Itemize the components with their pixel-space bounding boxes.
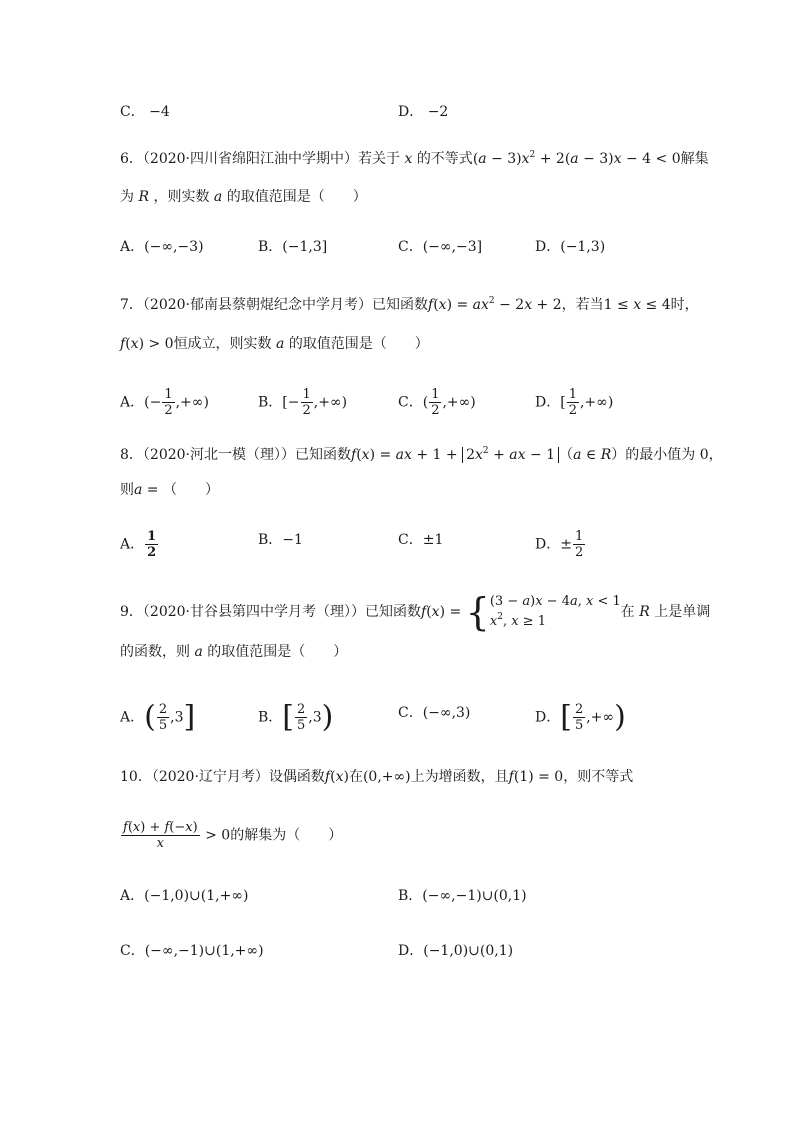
q9-option-b[interactable]: B．[ $\frac{2}{5}$ ,3) <box>258 699 334 735</box>
q8-stem-line2: 则a = （ ） <box>120 482 219 498</box>
q5-option-c[interactable] <box>120 101 170 123</box>
q7-option-b[interactable]: B．[− $\frac{1}{2}$ ,+∞) <box>258 387 348 418</box>
q8-option-c[interactable]: C．±1 <box>398 532 444 548</box>
q5-option-d[interactable] <box>398 101 448 123</box>
option-value: −4 <box>149 104 170 120</box>
q7-number: 7． <box>120 297 143 313</box>
q6-inequality: $(a - 3)x^2 + 2(a - 3)x - 4 < 0$ <box>472 150 681 167</box>
q7-stem-line2: f(x) > 0恒成立，则实数 a 的取值范围是（ ） <box>120 336 429 352</box>
option-label: D． <box>398 104 424 120</box>
q9-source: （2020·甘谷县第四中学月考（理）） <box>142 604 366 620</box>
q8-number: 8． <box>120 447 143 463</box>
q6-option-a[interactable]: A．(−∞,−3) <box>120 239 204 255</box>
q10-option-c[interactable]: C．(−∞,−1)∪(1,+∞) <box>120 943 264 959</box>
q10-stem-line1: 10．（2020·辽宁月考）设偶函数f(x)在(0,+∞)上为增函数，且f(1) = 0，则不等式 <box>120 769 634 785</box>
q10-number: 10． <box>120 769 152 785</box>
q7-option-a[interactable]: A．(− $\frac{1}{2}$ ,+∞) <box>120 387 209 418</box>
q7-option-c[interactable]: C．( $\frac{1}{2}$ ,+∞) <box>398 387 476 418</box>
option-label: C． <box>120 104 145 120</box>
q6-number: 6． <box>120 151 143 167</box>
q8-function: f(x) = ax + $1 + 2x^2$ + ax − 1 <box>351 447 559 463</box>
q6-option-d[interactable]: D．(−1,3) <box>535 239 606 255</box>
option-value: −2 <box>427 104 449 120</box>
q9-option-a[interactable]: A．( $\frac{2}{5}$ ,3] <box>120 699 196 735</box>
q8-option-b[interactable]: B．−1 <box>258 532 303 548</box>
q10-source: （2020·辽宁月考） <box>151 769 269 785</box>
q8-option-d[interactable]: D．± $\frac{1}{2}$ <box>535 529 584 560</box>
q9-stem-line2: 的函数，则 a 的取值范围是（ ） <box>120 644 348 660</box>
q10-option-b[interactable]: B．(−∞,−1)∪(0,1) <box>398 888 527 904</box>
q6-option-c[interactable]: C．(−∞,−3] <box>398 239 483 255</box>
q6-source: （2020·四川省绵阳江油中学期中） <box>142 151 359 167</box>
q6-stem-line2: 为 R ，则实数 a 的取值范围是（ ） <box>120 189 367 205</box>
q9-option-c[interactable]: C．(−∞,3) <box>398 705 471 721</box>
q7-option-d[interactable]: D．[ $\frac{1}{2}$ ,+∞) <box>535 387 614 418</box>
q9-stem-line1: 9．（2020·甘谷县第四中学月考（理））已知函数f(x) = {(3 − a)x − 4a, x < 1 $x^2$, x ≥ 1在 R 上是单调 <box>120 590 711 634</box>
q6-option-b[interactable]: B．(−1,3] <box>258 239 328 255</box>
q9-number: 9． <box>120 604 143 620</box>
q9-option-d[interactable]: D．[ $\frac{2}{5}$ ,+∞) <box>535 699 626 735</box>
q10-option-a[interactable]: A．(−1,0)∪(1,+∞) <box>120 888 249 904</box>
q8-option-a[interactable]: A． $\frac{1}{2}$ <box>120 529 157 560</box>
q7-source: （2020·郁南县蔡朝焜纪念中学月考） <box>142 297 373 313</box>
q10-fraction: $\frac{f(x) + f(-x)}{x}$ <box>123 820 198 851</box>
q10-option-d[interactable]: D．(−1,0)∪(0,1) <box>398 943 514 959</box>
q7-function: $f(x) = ax^2 - 2x + 2$ <box>428 296 562 313</box>
q9-function: f(x) = <box>421 604 466 620</box>
q8-stem-line1: 8．（2020·河北一模（理））已知函数f(x) = ax + $1 + 2x^2$ + ax − 1 （a ∈ R）的最小值为 0， <box>120 446 723 463</box>
q7-stem-line1: 7．（2020·郁南县蔡朝焜纪念中学月考）已知函数$f(x) = ax^2 - 2x + 2$，若当1 ≤ x ≤ 4时， <box>120 296 699 313</box>
q10-stem-line2: $\frac{f(x) + f(-x)}{x}$ > 0的解集为（ ） <box>123 820 343 851</box>
q6-stem-line1: 6．（2020·四川省绵阳江油中学期中）若关于 x 的不等式$(a - 3)x^2 + 2(a - 3)x - 4 < 0$解集 <box>120 150 709 167</box>
q8-source: （2020·河北一模（理）） <box>142 447 296 463</box>
